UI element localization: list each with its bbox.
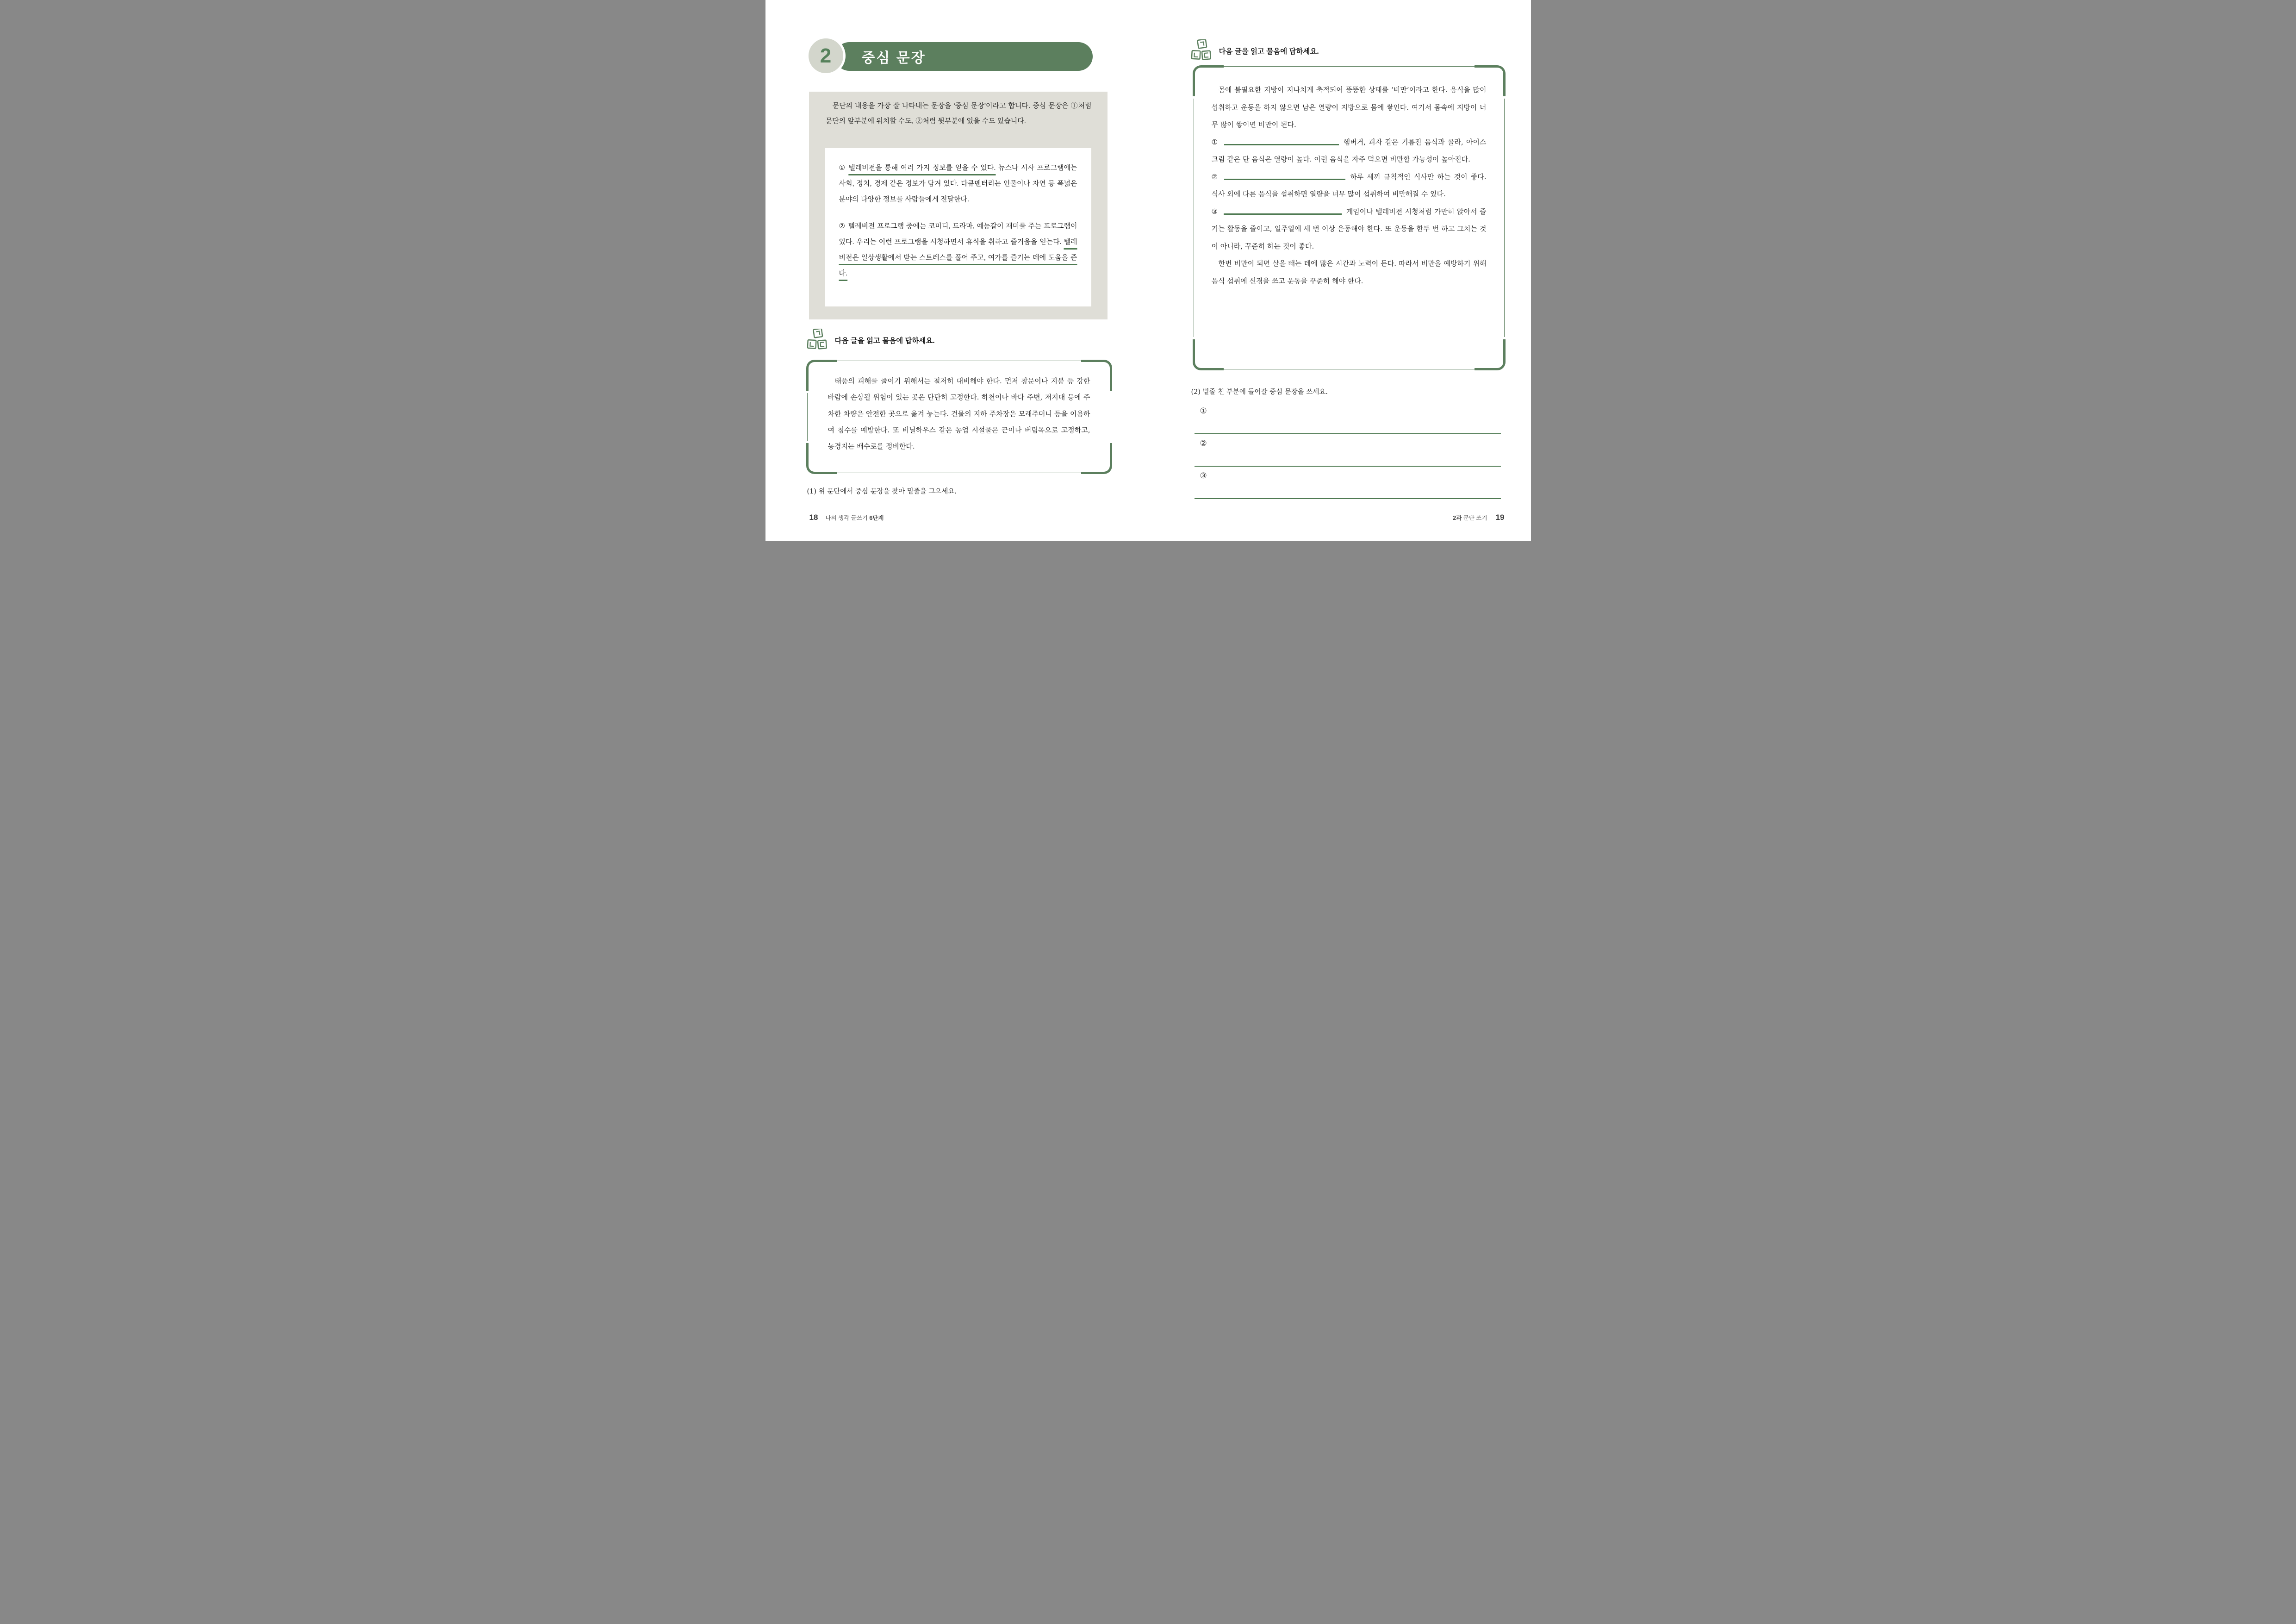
page-number-right: 19 <box>1495 513 1505 522</box>
passage-box-right <box>1194 66 1505 369</box>
example-text-2: 텔레비전 프로그램 중에는 코미디, 드라마, 예능같이 재미를 주는 프로그램이 있다. 우리는 이런 프로그램을 시청하면서 휴식을 취하고 즐거움을 얻는다. <box>839 222 1077 246</box>
example-paragraph-2 <box>839 219 1077 281</box>
passage-text-2: 햄버거, 피자 같은 기름진 음식과 콜라, 아이스크림 같은 단 음식은 열량이 높다. 이런 음식을 자주 먹으면 비만할 가능성이 높아진다. <box>1211 137 1487 163</box>
answer-blank-2[interactable] <box>1224 172 1345 180</box>
chapter-title: 문단 쓰기 <box>1463 515 1487 521</box>
example-text-1: 뉴스나 시사 프로그램에는 사회, 정치, 경제 같은 정보가 담겨 있다. 다큐멘터리는 인물이나 자연 등 폭넓은 분야의 다양한 정보를 사람들에게 전달한다. <box>839 164 1077 204</box>
answer-marker: ① <box>1200 406 1207 416</box>
passage-paragraph-5: 한번 비만이 되면 살을 빼는 데에 많은 시간과 노력이 든다. 따라서 비만을 예방하기 위해 음식 섭취에 신경을 쓰고 운동을 꾸준히 해야 한다. <box>1211 259 1487 285</box>
intro-text: 문단의 내용을 가장 잘 나타내는 문장을 ‘중심 문장’이라고 합니다. 중심 문장은 ①처럼 문단의 앞부분에 위치할 수도, ②처럼 뒷부분에 있을 수도 있습니다. <box>825 102 1092 125</box>
unit-number-badge <box>806 36 846 75</box>
chapter-group <box>1453 513 1487 522</box>
book-title-group <box>825 513 884 522</box>
instruction-label-right: 다음 글을 읽고 물음에 답하세요. <box>1219 48 1319 56</box>
chapter-label: 2과 <box>1453 515 1462 521</box>
passage-paragraph-1: 몸에 불필요한 지방이 지나치게 축적되어 뚱뚱한 상태를 ‘비만’이라고 한다. 음식을 많이 섭취하고 운동을 하지 않으면 남은 열량이 지방으로 몸에 쌓인다. 여기서 몸속에 지방이 너무 많이 쌓이면 비만이 된다. <box>1211 86 1487 129</box>
passage-marker-1: ① <box>1211 137 1219 146</box>
question-2: (2) 밑줄 친 부분에 들어갈 중심 문장을 쓰세요. <box>1191 388 1328 396</box>
unit-title: 중심 문장 <box>861 50 926 66</box>
passage-paragraph-2 <box>1212 134 1487 169</box>
instruction-row-right <box>1191 39 1319 62</box>
box-corner <box>1193 339 1224 370</box>
intro-panel <box>809 92 1108 319</box>
passage-paragraph-4 <box>1212 203 1487 256</box>
footer-left <box>809 513 884 522</box>
passage-paragraph-3 <box>1212 169 1487 203</box>
answer-area <box>1195 402 1501 499</box>
instruction-row-left <box>807 329 935 352</box>
answer-item-3 <box>1195 467 1501 499</box>
unit-number: 2 <box>820 44 832 67</box>
box-corner <box>1475 339 1506 370</box>
textbook-spread <box>765 0 1531 541</box>
answer-line-3[interactable] <box>1195 498 1501 499</box>
example-marker-2: ② <box>839 222 846 231</box>
example-box <box>825 148 1091 306</box>
passage-marker-2: ② <box>1211 172 1219 181</box>
passage-text-3: 하루 세끼 규칙적인 식사만 하는 것이 좋다. 식사 외에 다른 음식을 섭취하면 열량을 너무 많이 섭취하여 비만해질 수 있다. <box>1211 172 1487 198</box>
answer-item-1 <box>1195 402 1501 434</box>
instruction-label-left: 다음 글을 읽고 물음에 답하세요. <box>834 337 935 345</box>
book-title: 나의 생각 글쓰기 <box>825 515 868 521</box>
page-number-left: 18 <box>809 513 818 522</box>
blocks-icon <box>807 329 828 352</box>
answer-marker: ③ <box>1200 471 1207 481</box>
example-paragraph-1 <box>839 160 1077 207</box>
book-level: 6단계 <box>869 515 884 521</box>
unit-title-bar <box>835 42 1093 71</box>
footer-right <box>1453 513 1504 522</box>
passage-box-left <box>807 361 1111 473</box>
example-marker-1: ① <box>839 164 846 172</box>
underlined-sentence-2: 텔레비전은 일상생활에서 받는 스트레스를 풀어 주고, 여가를 즐기는 데에 도움을 준다. <box>839 238 1077 278</box>
blocks-icon <box>1191 39 1213 62</box>
answer-blank-3[interactable] <box>1224 206 1342 214</box>
passage-paragraph: 태풍의 피해를 줄이기 위해서는 철저히 대비해야 한다. 먼저 창문이나 지붕 등 강한 바람에 손상될 위험이 있는 곳은 단단히 고정한다. 하천이나 바다 주변, 저지대 등에 주차한 차량은 안전한 곳으로 옮겨 놓는다. 건물의 지하 주차장은 모래주머니 등을 이용하여 침수를 예방한다. 또 비닐하우스 같은 농업 시설물은 끈이나 버팀목으로 고정하고, 농경지는 배수로를 정비한다. <box>828 377 1090 450</box>
question-1: (1) 위 문단에서 중심 문장을 찾아 밑줄을 그으세요. <box>807 488 957 495</box>
passage-text-4: 게임이나 텔레비전 시청처럼 가만히 앉아서 즐기는 활동을 줄이고, 일주일에 세 번 이상 운동해야 한다. 또 운동을 한두 번 하고 그치는 것이 아니라, 꾸준히 하는 것이 좋다. <box>1211 207 1487 250</box>
answer-blank-1[interactable] <box>1224 137 1339 145</box>
underlined-sentence-1: 텔레비전을 통해 여러 가지 정보를 얻을 수 있다. <box>848 164 996 172</box>
passage-marker-3: ③ <box>1211 207 1218 216</box>
answer-marker: ② <box>1200 439 1207 448</box>
answer-item-2 <box>1195 434 1501 467</box>
